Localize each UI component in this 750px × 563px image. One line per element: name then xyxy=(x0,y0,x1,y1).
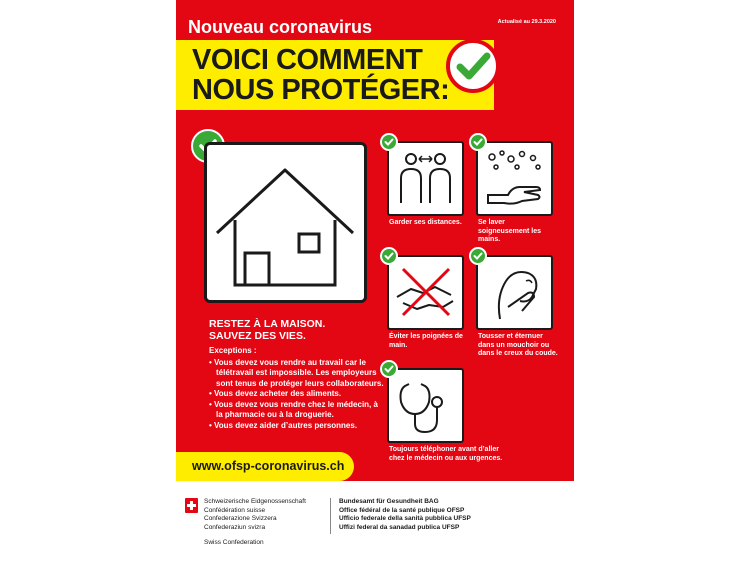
house-illustration xyxy=(204,142,367,303)
tile-caption: Éviter les poignées de main. xyxy=(389,333,463,349)
swiss-confederation: Swiss Confederation xyxy=(204,539,264,546)
tile-hand-wash xyxy=(476,141,553,216)
big-check-icon xyxy=(446,39,500,93)
headline-line-1: VOICI COMMENT xyxy=(192,44,423,76)
tile-no-handshake xyxy=(387,255,464,330)
office-names: Bundesamt für Gesundheit BAG Office fédéral de la santé publique OFSP Ufficio federale della sanità pubblica UFSP Uffizi federal da sanadad publica UFSP xyxy=(339,498,471,531)
tile-caption: Toujours téléphoner avant d’aller chez le médecin ou aux urgences. xyxy=(389,446,503,462)
house-icon xyxy=(207,145,364,300)
check-icon xyxy=(380,247,398,265)
exceptions-title: Exceptions : xyxy=(209,346,257,355)
no-handshake-icon xyxy=(389,257,462,328)
check-icon xyxy=(469,247,487,265)
divider xyxy=(330,498,331,534)
exception-item: • Vous devez vous rendre au travail car le télétravail est impossible. Les employeurs sont tenus de protéger leurs collaborateurs. xyxy=(209,358,384,390)
tile-caption: Tousser et éternuer dans un mouchoir ou dans le creux du coude. xyxy=(478,333,558,357)
check-icon xyxy=(469,133,487,151)
poster xyxy=(176,0,574,481)
exceptions-block xyxy=(209,346,384,431)
check-icon xyxy=(380,360,398,378)
check-icon xyxy=(380,133,398,151)
headline-line-2: NOUS PROTÉGER: xyxy=(192,74,450,106)
exception-item: • Vous devez vous rendre chez le médecin, à la pharmacie ou à la droguerie. xyxy=(209,400,384,421)
poster-title: Nouveau coronavirus xyxy=(188,17,373,37)
update-date: Actualisé au 29.3.2020 xyxy=(497,19,556,25)
cough-into-elbow-icon xyxy=(478,257,551,328)
tile-caption: Se laver soigneusement les mains. xyxy=(478,219,542,243)
tile-distance xyxy=(387,141,464,216)
tile-stethoscope xyxy=(387,368,464,443)
tile-caption: Garder ses distances. xyxy=(389,219,462,226)
exception-item: • Vous devez aider d’autres personnes. xyxy=(209,421,384,432)
swiss-flag-icon xyxy=(185,498,198,513)
headline-banner xyxy=(176,40,494,110)
tile-cough-elbow xyxy=(476,255,553,330)
hand-wash-icon xyxy=(478,143,551,214)
distance-icon xyxy=(389,143,462,214)
stethoscope-icon xyxy=(389,370,462,441)
url-banner[interactable] xyxy=(176,452,354,481)
confederation-names: Schweizerische Eidgenossenschaft Confédération suisse Confederazione Svizzera Confederaziun svizra xyxy=(204,498,306,531)
exception-item: • Vous devez acheter des aliments. xyxy=(209,389,384,400)
stay-home-text: RESTEZ À LA MAISON. SAUVEZ DES VIES. xyxy=(209,318,326,342)
url-link[interactable]: www.ofsp-coronavirus.ch xyxy=(192,459,345,473)
exceptions-list xyxy=(209,358,384,432)
